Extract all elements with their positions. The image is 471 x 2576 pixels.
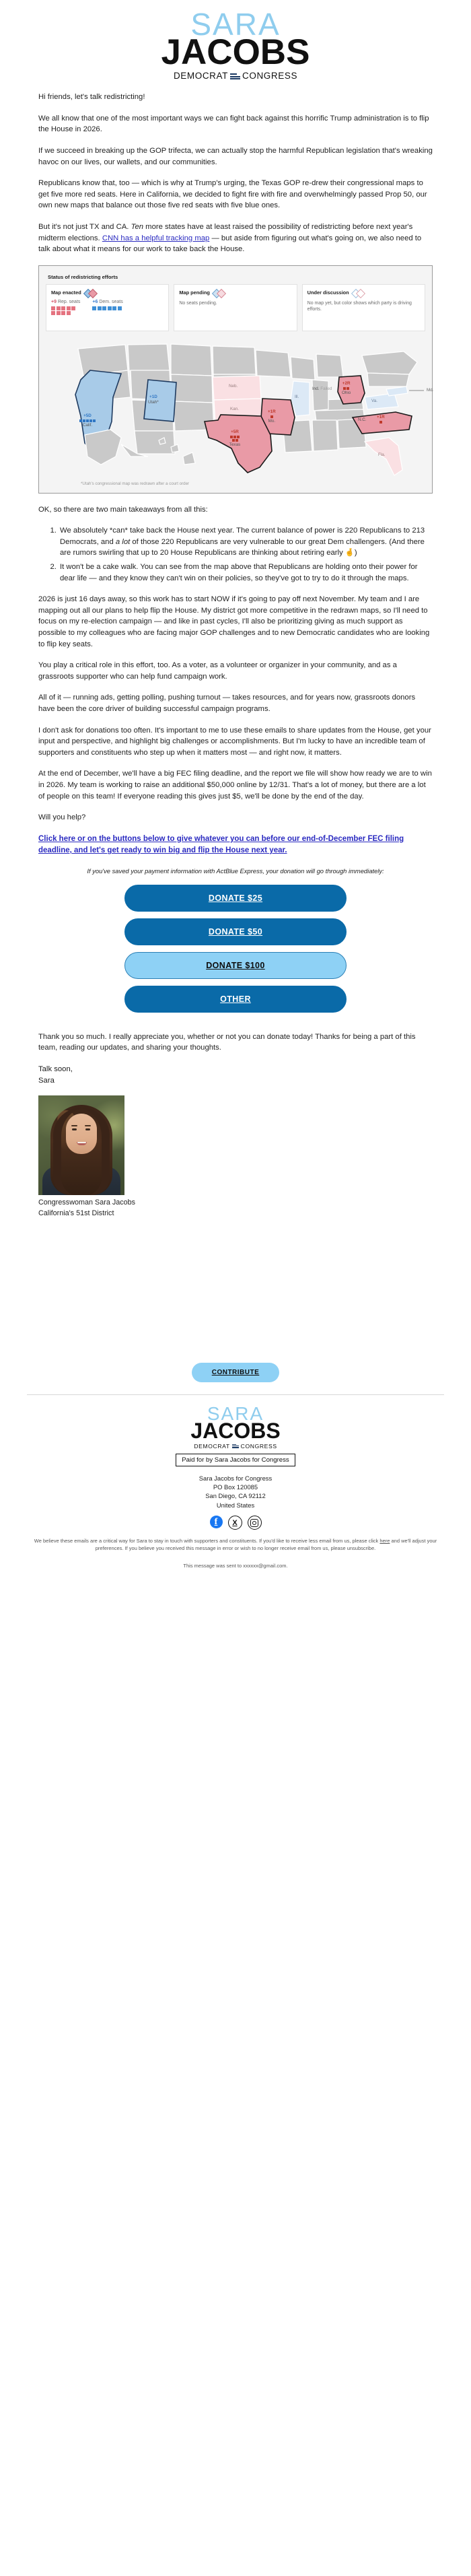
map-label-indiana (312, 386, 332, 392)
donate-100-button[interactable]: DONATE $100 (124, 952, 347, 979)
takeaway-1-emphasis: a lot (115, 537, 131, 546)
map-name-nebraska: Neb. (229, 383, 238, 388)
map-name-kansas: Kan. (230, 406, 239, 411)
map-squares-california (79, 419, 96, 422)
legend-label-pending: Map pending (179, 290, 210, 296)
mailing-address (0, 1474, 471, 1510)
map-name-california: Calif. (82, 422, 93, 428)
paragraph-3: Republicans know that, too — which is why at Trump's urging, the Texas GOP re-drew their congressional maps to get five more red seats. Here in California, we decided to fight fire with fire and overwhelmingly passed Prop 50, our own new maps that balance out those five red seats with five blue ones. (38, 179, 427, 210)
map-label-illinois (295, 395, 299, 400)
takeaways-list (38, 525, 433, 584)
takeaway-1-part-b: of those 220 Republicans are very vulnerable to our great Dem challengers. (And there are rumors swirling that up to 20 House Republicans are thinking about retiring early 🤞) (60, 537, 425, 557)
map-name-texas: Texas (229, 442, 241, 447)
legend-note-pending: No seats pending. (179, 300, 217, 306)
address-line-2: PO Box 120085 (213, 1483, 258, 1491)
thank-you-paragraph: Thank you so much. I really appreciate you, whether or not you can donate today! Thanks for being a part of this team, reading our updates, and sharing your thoughts. (38, 1032, 416, 1052)
contribute-button-wrap (0, 1353, 471, 1389)
donate-50-button[interactable]: DONATE $50 (124, 918, 347, 945)
address-line-4: United States (216, 1501, 255, 1509)
paragraph-4-part-c: — but aside from figuring out what's going on, we also need to talk about what it means for our work to take back the House. (38, 234, 422, 254)
map-squares-missouri (268, 415, 276, 418)
logo-tagline-left: DEMOCRAT (173, 71, 228, 81)
actblue-express-note: If you've saved your payment information with ActBlue Express, your donation will go through immediately: (87, 867, 384, 875)
donate-25-button[interactable]: DONATE $25 (124, 885, 347, 912)
paragraph-1: We all know that one of the most important ways we can fight back against this horrific Trump administration is to flip the House in 2026. (38, 114, 429, 134)
us-map-svg (46, 335, 449, 480)
map-delta-missouri: +1R (268, 409, 276, 414)
map-name-north-carolina: N.C. (358, 417, 367, 422)
legend-map-pending (174, 284, 297, 331)
map-label-ohio (342, 381, 351, 396)
photo-caption (38, 1198, 433, 1219)
map-label-north-carolina-delta (377, 415, 385, 424)
legend-rep-seats-count: +9 (51, 299, 57, 304)
legend-label-enacted: Map enacted (51, 290, 81, 296)
sara-jacobs-photo (38, 1095, 124, 1195)
signoff-line-1: Talk soon, (38, 1064, 73, 1073)
donate-button-stack (38, 885, 433, 1023)
preferences-link[interactable]: here (379, 1538, 390, 1545)
map-delta-ohio: +2R (342, 380, 351, 386)
photo-caption-line-2: California's 51st District (38, 1209, 114, 1217)
map-title: Status of redistricting efforts (48, 273, 118, 280)
footer-flag-icon (232, 1444, 239, 1450)
x-twitter-icon[interactable]: X (228, 1516, 242, 1530)
footer-logo-tagline (0, 1443, 471, 1450)
contribute-button[interactable]: CONTRIBUTE (192, 1363, 280, 1382)
legend-dem-squares (92, 306, 123, 310)
logo-first-name: SARA (190, 7, 281, 42)
map-name-maryland: Md. (427, 387, 434, 393)
logo-tagline (0, 71, 471, 81)
map-delta-north-carolina: +1R (377, 414, 385, 419)
map-label-kansas (230, 407, 239, 412)
address-line-1: Sara Jacobs for Congress (198, 1474, 273, 1482)
paragraph-7: All of it — running ads, getting polling, pushing turnout — takes resources, and for years now, grassroots donors have been the core driver of building successful campaign programs. (38, 693, 416, 713)
map-name-virginia: Va. (371, 398, 377, 403)
diamond-pair-icon-enacted (85, 289, 100, 297)
map-name-utah: Utah* (148, 399, 159, 405)
takeaway-1-part-a: We absolutely *can* take back the House next year. The current balance of power is 220 Republicans to 213 Democrats, and (60, 527, 425, 546)
paragraph-6: You play a critical role in this effort, too. As a voter, as a volunteer or organizer in your community, and as a grassroots supporter who can help fund campaign work. (38, 661, 397, 681)
map-name-ohio: Ohio (342, 390, 351, 395)
map-name-indiana: Ind. (312, 386, 320, 391)
map-label-california (79, 413, 96, 428)
disclaimer-part-a: We believe these emails are a critical way for Sara to stay in touch with supporters and constituents. If you'd like to receive less email from us, please click (34, 1538, 380, 1545)
social-links (0, 1516, 471, 1530)
disclaimer-part-b: and we'll adjust your preferences. If you believe you received this message in error or wish to no longer receive email from us, please unsubscribe. (95, 1538, 437, 1552)
logo-tagline-right: CONGRESS (242, 71, 298, 81)
facebook-icon[interactable]: f (210, 1516, 223, 1528)
legend-map-enacted (46, 284, 169, 331)
footer-spacer (0, 1219, 471, 1353)
map-delta-texas: +5R (231, 429, 239, 434)
map-delta-california: +5D (83, 413, 92, 418)
map-label-florida (378, 452, 386, 458)
legend-dem-seats (92, 300, 123, 316)
paragraph-4-part-a: But it's not just TX and CA. (38, 222, 131, 231)
legend-dem-seats-label: Dem. seats (99, 299, 123, 304)
map-delta-utah: +1D (149, 394, 157, 399)
footer-logo-last-name: JACOBS (190, 1418, 281, 1443)
legend-under-discussion (302, 284, 425, 331)
logo-last-name: JACOBS (161, 32, 310, 73)
paragraph-10: Will you help? (38, 813, 86, 822)
primary-cta-link[interactable]: Click here or on the buttons below to give whatever you can before our end-of-December FEC filing deadline, and let's get ready to win big and flip the House next year. (38, 834, 404, 855)
map-legend (46, 284, 425, 331)
letter-content (0, 85, 471, 1219)
map-label-missouri (268, 409, 276, 424)
greeting: Hi friends, let's talk redistricting! (38, 93, 145, 102)
legend-rep-squares (51, 306, 75, 316)
photo-caption-line-1: Congresswoman Sara Jacobs (38, 1198, 136, 1207)
takeaway-item-2: 2. It won't be a cake walk. You can see from the map above that Republicans are holding onto their power for dear life — and they know they can't win on their policies, so they've got to try to do it through the maps. (59, 562, 433, 584)
header-logo (0, 0, 471, 85)
map-footnote: *Utah's congressional map was redrawn after a court order (81, 481, 190, 486)
diamond-pair-icon-discussion (353, 289, 367, 297)
diamond-pair-icon-pending (213, 289, 228, 297)
signoff-line-2: Sara (38, 1076, 55, 1085)
map-label-maryland (427, 388, 434, 393)
redistricting-map-figure (38, 265, 433, 494)
footer-tagline-right: CONGRESS (240, 1442, 277, 1450)
map-squares-ohio (342, 387, 351, 390)
paragraph-2: If we succeed in breaking up the GOP trifecta, we can actually stop the harmful Republican legislation that's wreaking havoc on our lives, our wallets, and our communities. (38, 146, 433, 166)
map-label-virginia (371, 399, 377, 404)
map-name-florida: Fla. (378, 452, 386, 457)
paid-for-disclaimer: Paid for by Sara Jacobs for Congress (176, 1454, 295, 1466)
paragraph-4-emphasis: Ten (131, 222, 144, 231)
takeaway-item-1 (59, 525, 433, 559)
map-label-north-carolina (358, 417, 367, 423)
sent-to-notice: This message was sent to xxxxxx@gmail.com. (183, 1563, 288, 1569)
email-preferences-disclaimer (0, 1530, 471, 1552)
map-label-texas (229, 430, 241, 448)
paragraph-9: At the end of December, we'll have a big FEC filing deadline, and the report we file will show how ready we are to win in 2026. My team is working to raise an additional $50,000 online by 12/31. That's a lot of money, but there are a lot of people on this team! If everyone reading this gives just $5, we'll be done by the end of the day. (38, 770, 432, 801)
map-label-nebraska (229, 384, 238, 389)
signoff (38, 1064, 433, 1086)
flag-icon (230, 73, 240, 81)
legend-label-discussion: Under discussion (307, 290, 349, 296)
footer-tagline-left: DEMOCRAT (194, 1442, 230, 1450)
cnn-tracking-map-link[interactable]: CNN has a helpful tracking map (102, 234, 210, 242)
legend-rep-seats (51, 300, 80, 316)
instagram-icon[interactable] (248, 1516, 262, 1530)
map-label-utah (148, 395, 159, 405)
donate-other-button[interactable]: OTHER (124, 986, 347, 1013)
photo-hair-front (53, 1108, 110, 1195)
primary-cta-paragraph (38, 834, 433, 857)
us-map (46, 335, 434, 480)
footer-logo (0, 1395, 471, 1468)
legend-rep-seats-label: Rep. seats (57, 299, 81, 304)
map-squares-texas (229, 436, 241, 442)
map-squares-north-carolina (377, 421, 385, 423)
address-line-3: San Diego, CA 92112 (205, 1492, 266, 1500)
map-status-indiana: Failed (320, 386, 332, 391)
legend-note-discussion: No map yet, but color shows which party is driving efforts. (307, 300, 412, 312)
paragraph-4 (38, 222, 433, 255)
map-name-missouri: Mo. (268, 418, 276, 423)
paragraph-8: I don't ask for donations too often. It's important to me to use these emails to share updates from the House, get your input and perspective, and highlight big challenges or accomplishments. But I'm lucky to have an incredible team of supporters and constituents who step up when it matters most — and right now, it matters. (38, 726, 431, 757)
paragraph-4-part-b: more states have at least raised the possibility of redistricting before next year's midterm elections. (38, 222, 413, 242)
footer-logo-first-name: SARA (207, 1403, 264, 1425)
map-name-illinois: Ill. (295, 394, 299, 399)
legend-dem-seats-count: +6 (92, 299, 98, 304)
takeaways-intro: OK, so there are two main takeaways from all this: (38, 505, 208, 514)
paragraph-5: 2026 is just 16 days away, so this work has to start NOW if it's going to pay off next November. My team and I are mapping out all our plans to help flip the House. My district got more competitive in the redrawn maps, so I'll need to focus on my re-election campaign — and like in past cycles, I'll also be prioritizing giving as much support as possible to my colleagues who are facing major GOP challenges and to new Democratic candidates who are looking to flip key seats. (38, 595, 430, 648)
